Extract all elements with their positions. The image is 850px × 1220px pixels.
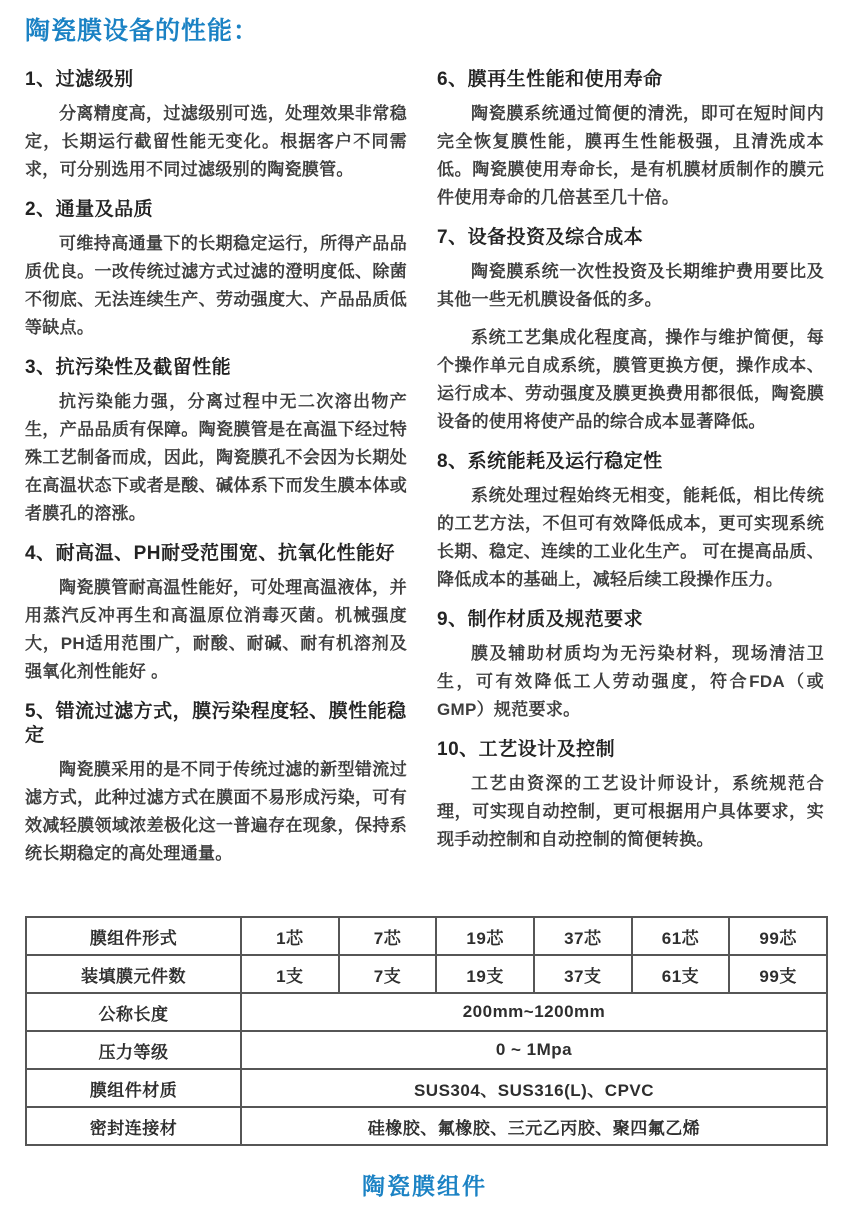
cell-value: 1芯 bbox=[241, 917, 339, 955]
section-4-heading: 4、耐高温、PH耐受范围宽、抗氧化性能好 bbox=[25, 543, 395, 564]
row-label: 公称长度 bbox=[26, 993, 241, 1031]
cell-value: 61芯 bbox=[632, 917, 730, 955]
cell-span-value: 200mm~1200mm bbox=[241, 993, 827, 1031]
cell-span-value: 0 ~ 1Mpa bbox=[241, 1031, 827, 1069]
table-row-module-form bbox=[26, 917, 827, 955]
row-label: 膜组件形式 bbox=[26, 917, 241, 955]
section-7-paragraph-2: 系统工艺集成化程度高，操作与维护简便，每个操作单元自成系统，膜管更换方便，操作成本、运行成本、劳动强度及膜更换费用都很低，陶瓷膜设备的使用将使产品的综合成本显著降低。 bbox=[437, 328, 824, 431]
two-column-layout bbox=[25, 54, 824, 868]
row-label: 膜组件材质 bbox=[26, 1069, 241, 1107]
section-10-heading: 10、工艺设计及控制 bbox=[437, 739, 616, 760]
section-9-paragraph: 膜及辅助材质均为无污染材料，现场清洁卫生，可有效降低工人劳动强度，符合FDA（或GMP）规范要求。 bbox=[437, 644, 824, 719]
section-8-paragraph: 系统处理过程始终无相变，能耗低，相比传统的工艺方法，不但可有效降低成本，更可实现系统长期、稳定、连续的工业化生产。 可在提高品质、降低成本的基础上，减轻后续工段操作压力。 bbox=[437, 486, 824, 589]
section-3-antifouling bbox=[25, 356, 407, 528]
table-row-pressure-rating bbox=[26, 1031, 827, 1069]
cell-value: 19支 bbox=[436, 955, 534, 993]
table-row-element-count bbox=[26, 955, 827, 993]
section-3-heading: 3、抗污染性及截留性能 bbox=[25, 357, 232, 378]
section-1-paragraph: 分离精度高，过滤级别可选，处理效果非常稳定，长期运行截留性能无变化。根据客户不同需求，可分别选用不同过滤级别的陶瓷膜管。 bbox=[25, 104, 407, 179]
spec-table bbox=[25, 916, 828, 1146]
left-column bbox=[25, 54, 407, 868]
section-1-filtration-grade bbox=[25, 68, 407, 184]
section-2-heading: 2、通量及品质 bbox=[25, 199, 154, 220]
row-label: 密封连接材 bbox=[26, 1107, 241, 1145]
footer-caption: 陶瓷膜组件 bbox=[362, 1173, 487, 1199]
section-4-paragraph: 陶瓷膜管耐高温性能好，可处理高温液体，并用蒸汽反冲再生和高温原位消毒灭菌。机械强度大，PH适用范围广，耐酸、耐碱、耐有机溶剂及强氧化剂性能好 。 bbox=[25, 578, 407, 681]
cell-value: 7芯 bbox=[339, 917, 437, 955]
row-label: 装填膜元件数 bbox=[26, 955, 241, 993]
section-7-investment-cost bbox=[437, 226, 824, 436]
section-2-paragraph: 可维持高通量下的长期稳定运行，所得产品品质优良。一改传统过滤方式过滤的澄明度低、除菌不彻底、无法连续生产、劳动强度大、产品品质低等缺点。 bbox=[25, 234, 407, 337]
page-title: 陶瓷膜设备的性能： bbox=[25, 17, 260, 45]
section-2-flux-quality bbox=[25, 198, 407, 342]
section-1-heading: 1、过滤级别 bbox=[25, 69, 134, 90]
section-3-paragraph: 抗污染能力强，分离过程中无二次溶出物产生，产品品质有保障。陶瓷膜管是在高温下经过特殊工艺制备而成，因此，陶瓷膜孔不会因为长期处在高温状态下或者是酸、碱体系下而发生膜本体或者膜孔的溶涨。 bbox=[25, 392, 407, 523]
section-4-temperature-ph bbox=[25, 542, 407, 686]
section-5-heading: 5、错流过滤方式，膜污染程度轻、膜性能稳定 bbox=[25, 701, 407, 746]
section-6-heading: 6、膜再生性能和使用寿命 bbox=[437, 69, 663, 90]
cell-value: 19芯 bbox=[436, 917, 534, 955]
section-7-heading: 7、设备投资及综合成本 bbox=[437, 227, 644, 248]
section-5-paragraph: 陶瓷膜采用的是不同于传统过滤的新型错流过滤方式，此种过滤方式在膜面不易形成污染，可有效减轻膜领域浓差极化这一普遍存在现象，保持系统长期稳定的高处理通量。 bbox=[25, 760, 407, 863]
section-6-regeneration-lifespan bbox=[437, 68, 824, 212]
cell-value: 61支 bbox=[632, 955, 730, 993]
section-5-crossflow bbox=[25, 700, 407, 868]
row-label: 压力等级 bbox=[26, 1031, 241, 1069]
cell-value: 37支 bbox=[534, 955, 632, 993]
section-9-heading: 9、制作材质及规范要求 bbox=[437, 609, 644, 630]
section-10-process-design bbox=[437, 738, 824, 854]
cell-span-value: SUS304、SUS316(L)、CPVC bbox=[241, 1069, 827, 1107]
section-10-paragraph: 工艺由资深的工艺设计师设计，系统规范合理，可实现自动控制，更可根据用户具体要求，实现手动控制和自动控制的简便转换。 bbox=[437, 774, 824, 849]
cell-value: 7支 bbox=[339, 955, 437, 993]
table-row-module-material bbox=[26, 1069, 827, 1107]
cell-span-value: 硅橡胶、氟橡胶、三元乙丙胶、聚四氟乙烯 bbox=[241, 1107, 827, 1145]
cell-value: 99支 bbox=[729, 955, 827, 993]
table-row-nominal-length bbox=[26, 993, 827, 1031]
section-9-materials-standards bbox=[437, 608, 824, 724]
table-row-seal-material bbox=[26, 1107, 827, 1145]
cell-value: 37芯 bbox=[534, 917, 632, 955]
section-6-paragraph: 陶瓷膜系统通过简便的清洗，即可在短时间内完全恢复膜性能，膜再生性能极强，且清洗成本低。陶瓷膜使用寿命长，是有机膜材质制作的膜元件使用寿命的几倍甚至几十倍。 bbox=[437, 104, 824, 207]
section-8-heading: 8、系统能耗及运行稳定性 bbox=[437, 451, 663, 472]
cell-value: 99芯 bbox=[729, 917, 827, 955]
cell-value: 1支 bbox=[241, 955, 339, 993]
section-8-energy-stability bbox=[437, 450, 824, 594]
section-7-paragraph-1: 陶瓷膜系统一次性投资及长期维护费用要比及其他一些无机膜设备低的多。 bbox=[437, 262, 824, 309]
right-column bbox=[437, 54, 824, 854]
